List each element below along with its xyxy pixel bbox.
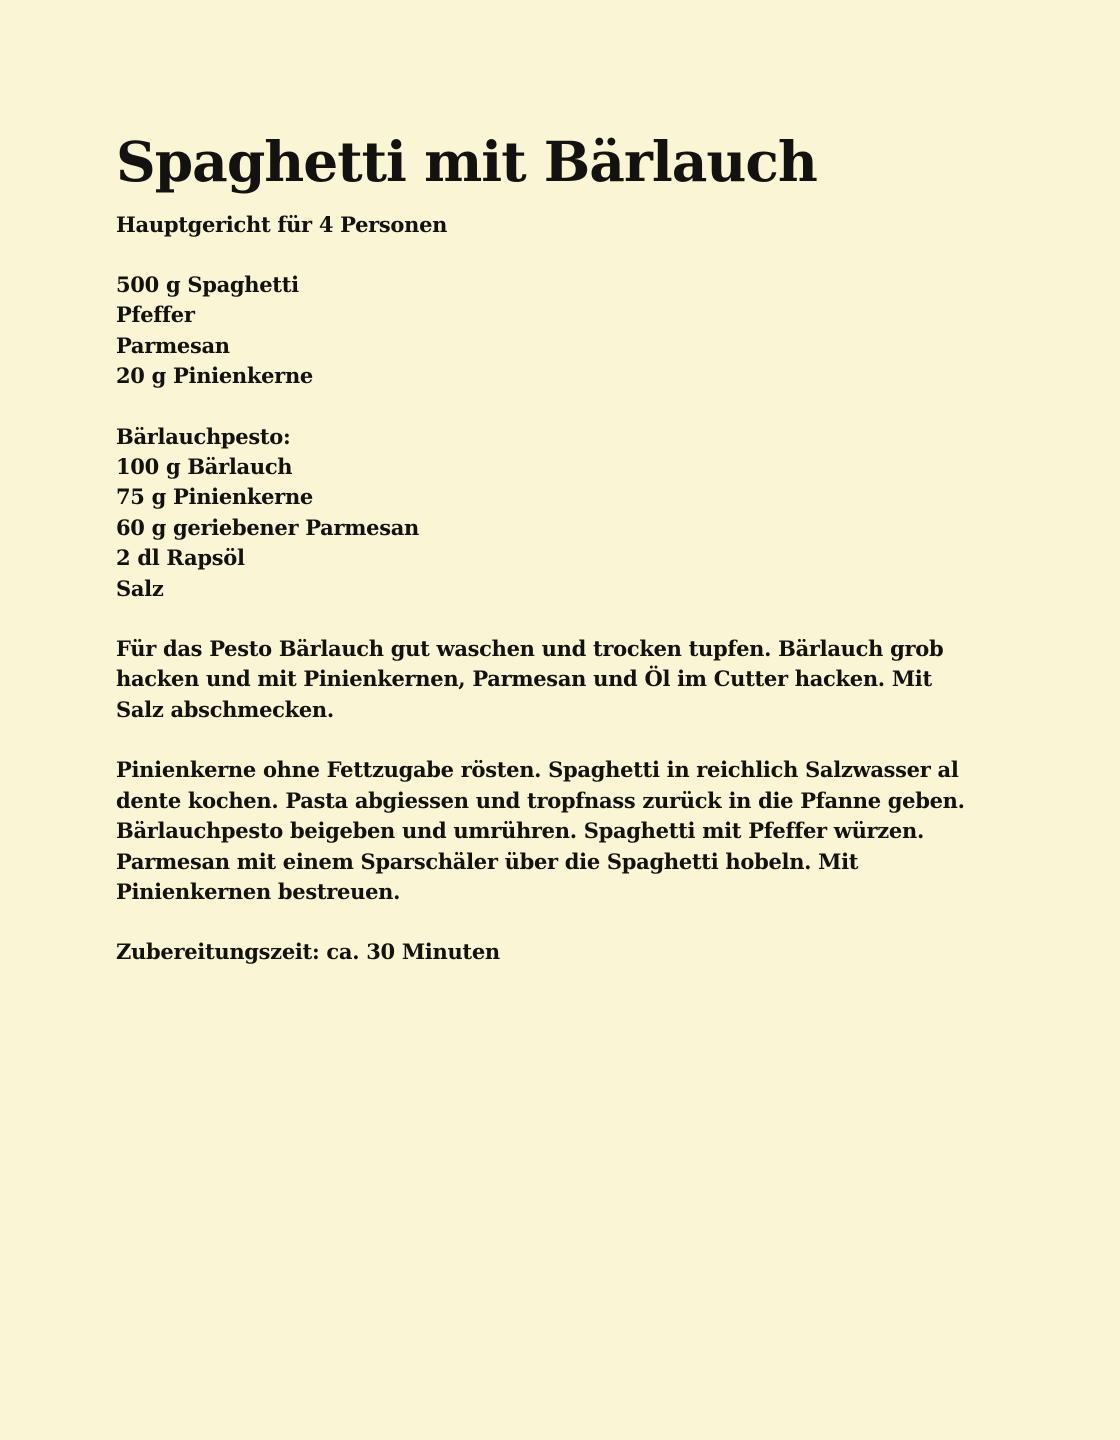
instruction-line: Bärlauchpesto beigeben und umrühren. Spaghetti mit Pfeffer würzen. [116,818,924,844]
instruction-line: hacken und mit Pinienkernen, Parmesan und Öl im Cutter hacken. Mit [116,666,932,692]
ingredient-item: 20 g Pinienkerne [116,363,313,389]
instruction-line: dente kochen. Pasta abgiessen und tropfnass zurück in die Pfanne geben. [116,787,965,813]
instruction-line: Pinienkernen bestreuen. [116,878,401,904]
prep-time: Zubereitungszeit: ca. 30 Minuten [116,939,500,965]
recipe-subtitle: Hauptgericht für 4 Personen [116,212,448,237]
ingredients-list [116,270,946,392]
instruction-step-2 [116,755,965,907]
instruction-line: Parmesan mit einem Sparschäler über die Spaghetti hobeln. Mit [116,848,859,874]
pesto-item: Salz [116,575,164,601]
pesto-item: 75 g Pinienkerne [116,484,313,510]
pesto-item: 2 dl Rapsöl [116,545,245,571]
ingredient-item: Parmesan [116,332,230,358]
recipe-title: Spaghetti mit Bärlauch [116,129,817,194]
instruction-line: Für das Pesto Bärlauch gut waschen und trocken tupfen. Bärlauch grob [116,636,944,662]
ingredient-item: Pfeffer [116,302,195,328]
instruction-line: Pinienkerne ohne Fettzugabe rösten. Spaghetti in reichlich Salzwasser al [116,757,959,783]
instruction-step-1 [116,634,946,725]
pesto-item: 100 g Bärlauch [116,454,293,480]
pesto-heading: Bärlauchpesto: [116,423,291,449]
pesto-item: 60 g geriebener Parmesan [116,514,420,540]
pesto-section [116,422,946,604]
ingredient-item: 500 g Spaghetti [116,272,299,297]
instruction-line: Salz abschmecken. [116,696,334,722]
recipe-page [116,126,965,968]
